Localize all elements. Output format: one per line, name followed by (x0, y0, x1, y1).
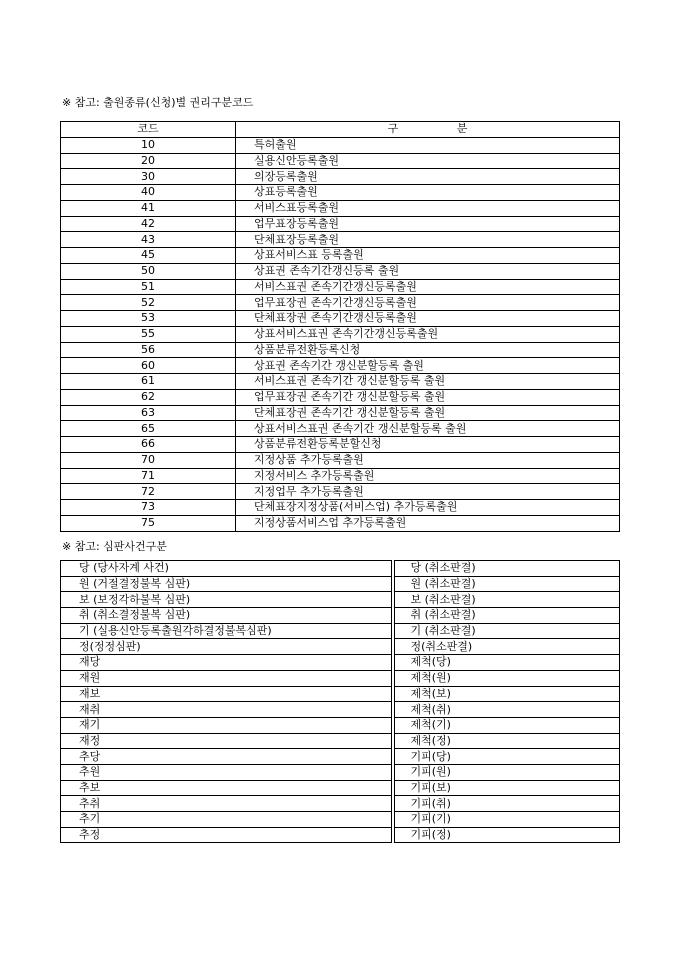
code-row (61, 200, 620, 216)
code-row (61, 405, 620, 421)
trial-related-cell: 기피(원) (393, 764, 620, 780)
trial-type-cell: 재당 (61, 655, 393, 671)
category-cell: 상표등록출원 (236, 185, 620, 201)
category-cell: 단체표장지정상품(서비스업) 추가등록출원 (236, 500, 620, 516)
trial-row (61, 749, 620, 765)
category-cell: 상표서비스표권 존속기간 갱신분할등록 출원 (236, 421, 620, 437)
trial-related-cell: 기피(당) (393, 749, 620, 765)
category-cell: 업무표장권 존속기간갱신등록출원 (236, 295, 620, 311)
code-row (61, 185, 620, 201)
right-code-table (60, 121, 620, 532)
trial-row (61, 827, 620, 843)
trial-type-cell: 재정 (61, 733, 393, 749)
trial-related-cell: 기피(취) (393, 796, 620, 812)
trial-related-cell: 기피(정) (393, 827, 620, 843)
trial-related-cell: 취 (취소판결) (393, 608, 620, 624)
category-cell: 상표서비스표권 존속기간갱신등록출원 (236, 326, 620, 342)
code-cell: 41 (61, 200, 236, 216)
code-row (61, 216, 620, 232)
trial-type-cell: 추원 (61, 764, 393, 780)
trial-type-cell: 재보 (61, 686, 393, 702)
code-row (61, 515, 620, 531)
trial-row (61, 639, 620, 655)
section-title-trial-types: ※ 참고: 심판사건구분 (62, 540, 167, 553)
trial-type-cell: 원 (거절결정불복 심판) (61, 576, 393, 592)
trial-type-cell: 기 (실용신안등록출원각하결정불복심판) (61, 623, 393, 639)
category-cell: 업무표장권 존속기간 갱신분할등록 출원 (236, 389, 620, 405)
code-row (61, 358, 620, 374)
trial-type-cell: 당 (당사자계 사건) (61, 561, 393, 577)
section-title-right-codes: ※ 참고: 출원종류(신청)별 권리구분코드 (62, 96, 254, 109)
code-cell: 72 (61, 484, 236, 500)
header-code: 코드 (61, 122, 236, 138)
trial-row (61, 717, 620, 733)
trial-related-cell: 보 (취소판결) (393, 592, 620, 608)
code-row (61, 484, 620, 500)
trial-row (61, 576, 620, 592)
trial-related-cell: 제척(원) (393, 670, 620, 686)
category-cell: 지정상품 추가등록출원 (236, 452, 620, 468)
trial-type-cell: 추기 (61, 812, 393, 828)
category-cell: 상표권 존속기간갱신등록 출원 (236, 263, 620, 279)
trial-type-cell: 재기 (61, 717, 393, 733)
code-cell: 63 (61, 405, 236, 421)
category-cell: 특허출원 (236, 137, 620, 153)
category-cell: 단체표장등록출원 (236, 232, 620, 248)
category-cell: 지정업무 추가등록출원 (236, 484, 620, 500)
code-cell: 45 (61, 248, 236, 264)
code-row (61, 153, 620, 169)
code-row (61, 342, 620, 358)
code-row (61, 263, 620, 279)
code-cell: 52 (61, 295, 236, 311)
category-cell: 서비스표권 존속기간 갱신분할등록 출원 (236, 374, 620, 390)
trial-row (61, 764, 620, 780)
category-cell: 실용신안등록출원 (236, 153, 620, 169)
trial-type-cell: 추당 (61, 749, 393, 765)
code-cell: 20 (61, 153, 236, 169)
trial-row (61, 796, 620, 812)
category-cell: 의장등록출원 (236, 169, 620, 185)
code-row (61, 421, 620, 437)
category-cell: 상표권 존속기간 갱신분할등록 출원 (236, 358, 620, 374)
category-cell: 단체표장권 존속기간 갱신분할등록 출원 (236, 405, 620, 421)
trial-related-cell: 제척(기) (393, 717, 620, 733)
trial-related-cell: 당 (취소판결) (393, 561, 620, 577)
trial-type-cell: 정(정정심판) (61, 639, 393, 655)
code-cell: 65 (61, 421, 236, 437)
category-cell: 지정상품서비스업 추가등록출원 (236, 515, 620, 531)
trial-row (61, 561, 620, 577)
code-row (61, 468, 620, 484)
trial-type-cell: 재원 (61, 670, 393, 686)
trial-related-cell: 기피(기) (393, 812, 620, 828)
category-cell: 단체표장권 존속기간갱신등록출원 (236, 311, 620, 327)
trial-type-cell: 추취 (61, 796, 393, 812)
trial-row (61, 812, 620, 828)
code-row (61, 374, 620, 390)
header-category: 구 분 (236, 122, 620, 138)
code-row (61, 248, 620, 264)
code-cell: 40 (61, 185, 236, 201)
trial-type-cell: 보 (보정각하불복 심판) (61, 592, 393, 608)
trial-row (61, 780, 620, 796)
code-row (61, 169, 620, 185)
trial-row (61, 670, 620, 686)
code-cell: 43 (61, 232, 236, 248)
code-row (61, 232, 620, 248)
trial-related-cell: 기 (취소판결) (393, 623, 620, 639)
code-cell: 61 (61, 374, 236, 390)
category-cell: 상품분류전환등록신청 (236, 342, 620, 358)
trial-type-table-body (61, 561, 620, 843)
code-cell: 53 (61, 311, 236, 327)
trial-row (61, 702, 620, 718)
trial-row (61, 592, 620, 608)
code-row (61, 452, 620, 468)
code-cell: 60 (61, 358, 236, 374)
category-cell: 서비스표등록출원 (236, 200, 620, 216)
trial-related-cell: 원 (취소판결) (393, 576, 620, 592)
code-cell: 75 (61, 515, 236, 531)
trial-row (61, 623, 620, 639)
code-cell: 50 (61, 263, 236, 279)
code-row (61, 500, 620, 516)
trial-type-cell: 취 (취소결정불복 심판) (61, 608, 393, 624)
code-cell: 56 (61, 342, 236, 358)
code-cell: 70 (61, 452, 236, 468)
code-cell: 10 (61, 137, 236, 153)
right-code-table-body (61, 137, 620, 531)
table-header-row (61, 122, 620, 138)
code-row (61, 137, 620, 153)
code-row (61, 311, 620, 327)
code-row (61, 326, 620, 342)
trial-related-cell: 제척(취) (393, 702, 620, 718)
code-cell: 66 (61, 437, 236, 453)
trial-row (61, 686, 620, 702)
trial-row (61, 655, 620, 671)
code-cell: 42 (61, 216, 236, 232)
trial-type-cell: 추정 (61, 827, 393, 843)
category-cell: 서비스표권 존속기간갱신등록출원 (236, 279, 620, 295)
code-cell: 55 (61, 326, 236, 342)
category-cell: 상품분류전환등록분할신청 (236, 437, 620, 453)
category-cell: 업무표장등록출원 (236, 216, 620, 232)
code-row (61, 279, 620, 295)
code-cell: 62 (61, 389, 236, 405)
trial-related-cell: 제척(보) (393, 686, 620, 702)
code-cell: 71 (61, 468, 236, 484)
category-cell: 지정서비스 추가등록출원 (236, 468, 620, 484)
trial-related-cell: 정(취소판결) (393, 639, 620, 655)
trial-type-cell: 재취 (61, 702, 393, 718)
trial-type-table (60, 560, 620, 843)
trial-related-cell: 제척(정) (393, 733, 620, 749)
code-row (61, 295, 620, 311)
trial-row (61, 608, 620, 624)
code-row (61, 389, 620, 405)
code-cell: 51 (61, 279, 236, 295)
trial-related-cell: 제척(당) (393, 655, 620, 671)
code-row (61, 437, 620, 453)
code-cell: 73 (61, 500, 236, 516)
trial-related-cell: 기피(보) (393, 780, 620, 796)
code-cell: 30 (61, 169, 236, 185)
category-cell: 상표서비스표 등록출원 (236, 248, 620, 264)
trial-row (61, 733, 620, 749)
trial-type-cell: 추보 (61, 780, 393, 796)
